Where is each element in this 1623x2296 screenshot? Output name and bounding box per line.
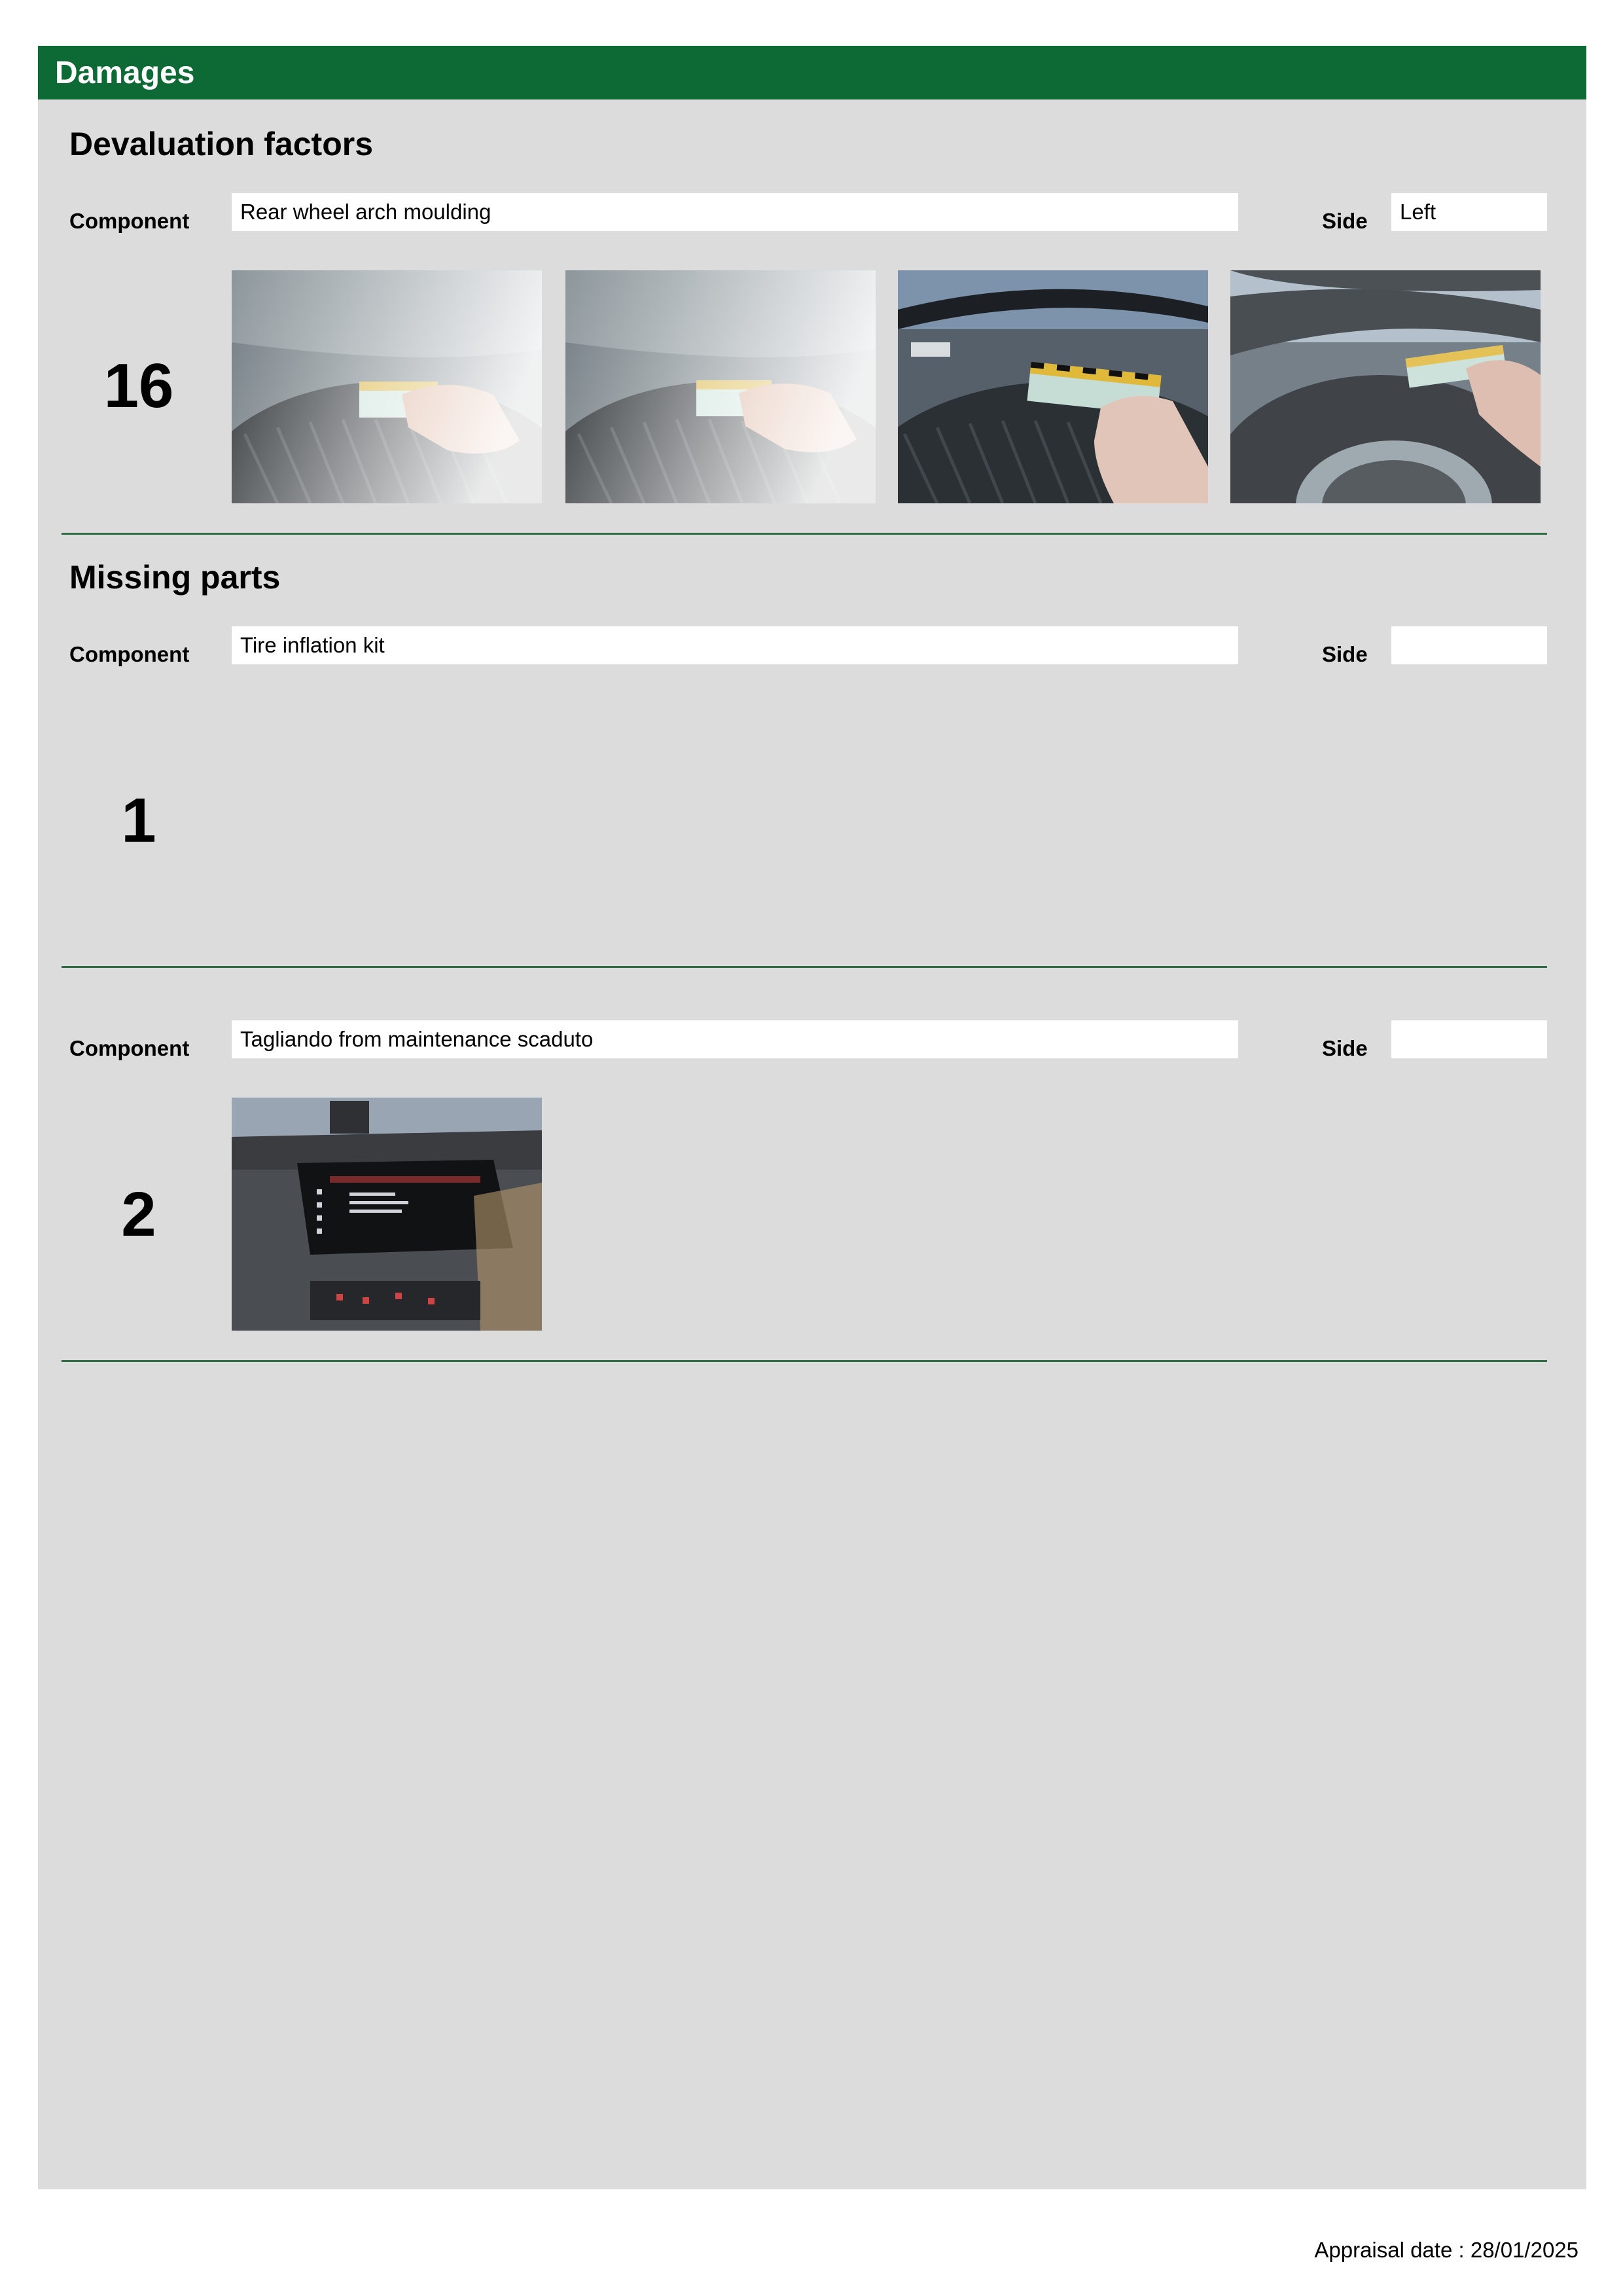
component-field: Rear wheel arch moulding	[232, 193, 1238, 231]
header-title: Damages	[55, 56, 195, 90]
damages-header	[38, 46, 1586, 99]
section-divider	[62, 966, 1547, 968]
side-field: Left	[1391, 193, 1547, 231]
damage-photo-1[interactable]	[232, 270, 542, 503]
missing-count: 1	[121, 785, 156, 855]
component-label: Component	[69, 1036, 190, 1060]
damage-photo-4[interactable]	[1230, 270, 1541, 503]
section-divider	[62, 1360, 1547, 1362]
damage-photo-3[interactable]	[898, 270, 1208, 503]
side-label: Side	[1322, 209, 1368, 233]
side-field	[1391, 1020, 1547, 1058]
component-label: Component	[69, 209, 190, 233]
appraisal-date: Appraisal date : 28/01/2025	[1314, 2238, 1578, 2262]
side-field	[1391, 626, 1547, 664]
damage-photo-2[interactable]	[565, 270, 876, 503]
damage-count: 16	[103, 351, 174, 421]
dashboard-photo[interactable]	[232, 1098, 542, 1331]
side-label: Side	[1322, 642, 1368, 666]
section-title-missing-parts: Missing parts	[69, 559, 281, 596]
section-divider	[62, 533, 1547, 535]
missing-count: 2	[121, 1179, 156, 1249]
side-label: Side	[1322, 1036, 1368, 1060]
component-field: Tagliando from maintenance scaduto	[232, 1020, 1238, 1058]
component-label: Component	[69, 642, 190, 666]
section-title-devaluation: Devaluation factors	[69, 126, 374, 162]
component-field: Tire inflation kit	[232, 626, 1238, 664]
